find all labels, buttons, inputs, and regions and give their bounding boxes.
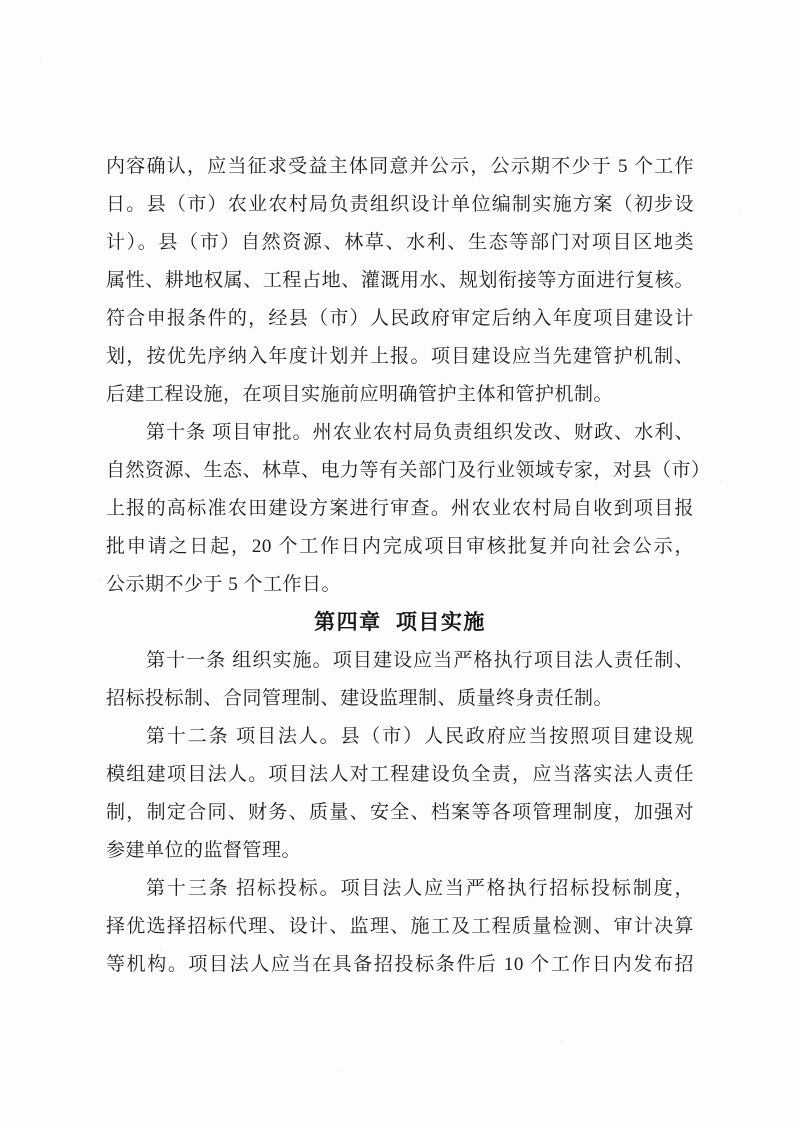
- paragraphs-below-heading: [106, 642, 694, 984]
- text-line: 内容确认，应当征求受益主体同意并公示，公示期不少于 5 个工作: [106, 156, 694, 177]
- text-line: 第十一条 组织实施。项目建设应当严格执行项目法人责任制、: [146, 650, 694, 671]
- text-line: 等机构。项目法人应当在具备招投标条件后 10 个工作日内发布招: [106, 954, 694, 975]
- text-line: 符合申报条件的，经县（市）人民政府审定后纳入年度项目建设计: [106, 308, 694, 329]
- text-line: 划，按优先序纳入年度计划并上报。项目建设应当先建管护机制、: [106, 346, 694, 367]
- paragraph: [106, 870, 694, 984]
- text-line: 第十三条 招标投标。项目法人应当严格执行招标投标制度，: [146, 878, 694, 899]
- paragraph: [106, 642, 694, 718]
- text-line: 后建工程设施，在项目实施前应明确管护主体和管护机制。: [106, 384, 614, 405]
- text-line: 模组建项目法人。项目法人对工程建设负全责，应当落实法人责任: [106, 764, 694, 785]
- text-line: 公示期不少于 5 个工作日。: [106, 574, 342, 595]
- paragraph: [106, 718, 694, 870]
- text-line: 择优选择招标代理、设计、监理、施工及工程质量检测、审计决算: [106, 916, 694, 937]
- paragraph: [106, 414, 711, 604]
- text-line: 第十二条 项目法人。县（市）人民政府应当按照项目建设规: [146, 726, 694, 747]
- text-line: 批申请之日起，20 个工作日内完成项目审核批复并向社会公示，: [106, 536, 694, 557]
- text-line: 制，制定合同、财务、质量、安全、档案等各项管理制度，加强对: [106, 802, 694, 823]
- text-line: 自然资源、生态、林草、电力等有关部门及行业领域专家，对县（市）: [106, 460, 711, 481]
- chapter-heading: 第四章 项目实施: [314, 611, 486, 634]
- text-line: 属性、耕地权属、工程占地、灌溉用水、规划衔接等方面进行复核。: [106, 270, 694, 291]
- text-line: 计）。县（市）自然资源、林草、水利、生态等部门对项目区地类: [106, 232, 694, 253]
- text-line: 第十条 项目审批。州农业农村局负责组织发改、财政、水利、: [146, 422, 694, 443]
- paragraph: [106, 148, 694, 414]
- text-line: 日。县（市）农业农村局负责组织设计单位编制实施方案（初步设: [106, 194, 694, 215]
- text-line: 上报的高标准农田建设方案进行审查。州农业农村局自收到项目报: [106, 498, 694, 519]
- document-body: [106, 148, 711, 984]
- text-line: 参建单位的监督管理。: [106, 840, 302, 861]
- paragraphs-above-heading: [106, 148, 711, 604]
- text-line: 招标投标制、合同管理制、建设监理制、质量终身责任制。: [106, 688, 614, 709]
